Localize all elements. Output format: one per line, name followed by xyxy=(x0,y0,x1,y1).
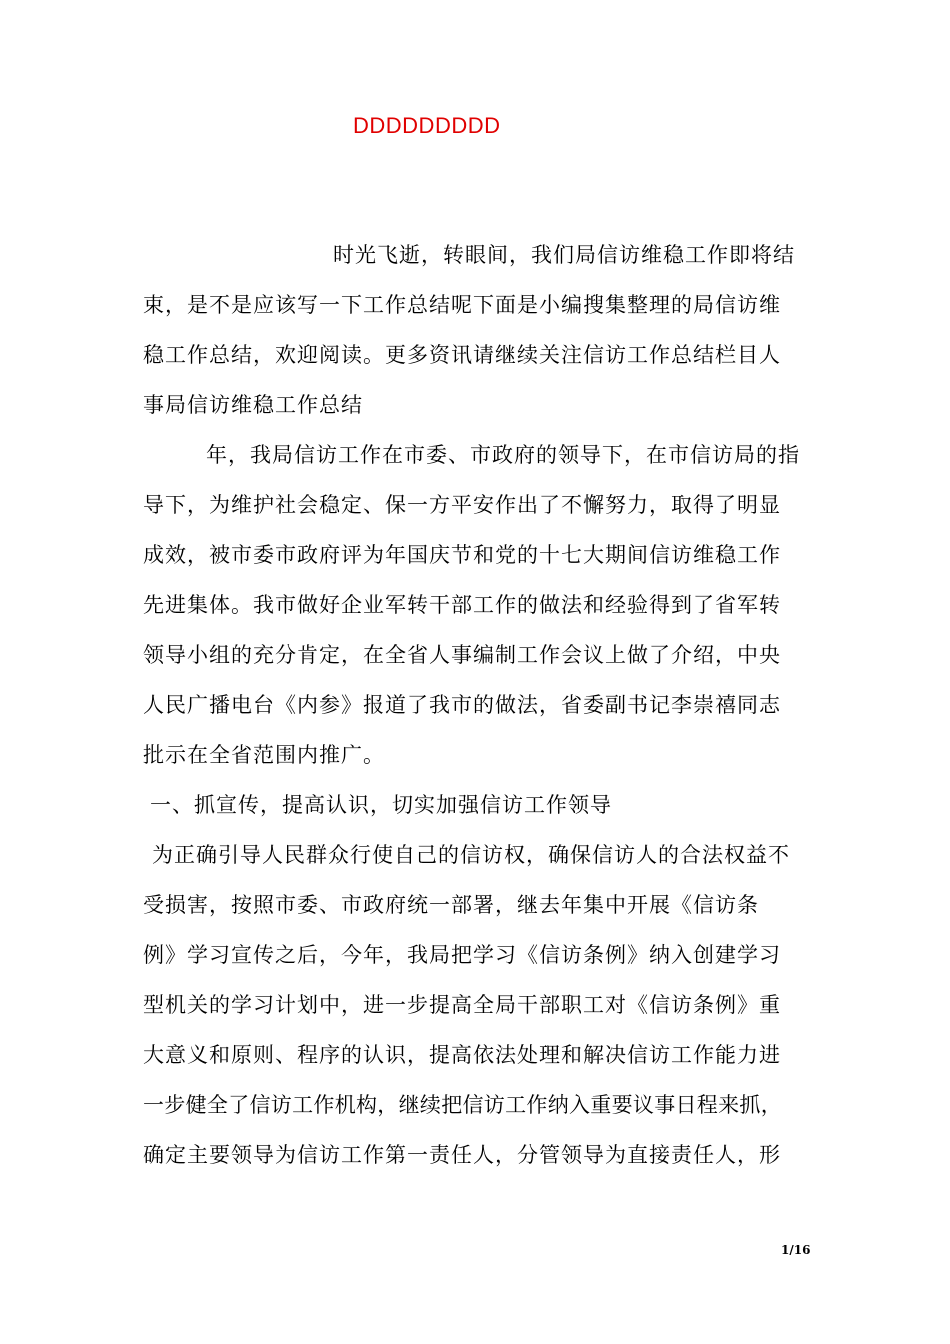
body-line: 领导小组的充分肯定，在全省人事编制工作会议上做了介绍，中央 xyxy=(143,643,781,667)
body-line: 时光飞逝，转眼间，我们局信访维稳工作即将结 xyxy=(333,243,795,267)
body-line: 成效，被市委市政府评为年国庆节和党的十七大期间信访维稳工作 xyxy=(143,543,781,567)
page-number: 1/16 xyxy=(781,1243,811,1257)
body-line: 例》学习宣传之后，今年，我局把学习《信访条例》纳入创建学习 xyxy=(143,943,781,967)
body-line: 年，我局信访工作在市委、市政府的领导下，在市信访局的指 xyxy=(206,443,800,467)
body-line: 先进集体。我市做好企业军转干部工作的做法和经验得到了省军转 xyxy=(143,593,781,617)
body-line: 稳工作总结，欢迎阅读。更多资讯请继续关注信访工作总结栏目人 xyxy=(143,343,781,367)
body-line: 一步健全了信访工作机构，继续把信访工作纳入重要议事日程来抓， xyxy=(143,1093,782,1117)
body-line: 确定主要领导为信访工作第一责任人，分管领导为直接责任人，形 xyxy=(143,1143,781,1167)
body-line: 型机关的学习计划中，进一步提高全局干部职工对《信访条例》重 xyxy=(143,993,781,1017)
body-line: 束，是不是应该写一下工作总结呢下面是小编搜集整理的局信访维 xyxy=(143,293,781,317)
body-line: 导下，为维护社会稳定、保一方平安作出了不懈努力，取得了明显 xyxy=(143,493,781,517)
body-line: 为正确引导人民群众行使自己的信访权，确保信访人的合法权益不 xyxy=(152,843,790,867)
body-line: 受损害，按照市委、市政府统一部署，继去年集中开展《信访条 xyxy=(143,893,759,917)
body-line: 事局信访维稳工作总结 xyxy=(143,393,363,417)
section-heading: 一、抓宣传，提高认识，切实加强信访工作领导 xyxy=(150,793,612,817)
body-line: 人民广播电台《内参》报道了我市的做法，省委副书记李崇禧同志 xyxy=(143,693,781,717)
body-line: 大意义和原则、程序的认识，提高依法处理和解决信访工作能力进 xyxy=(143,1043,781,1067)
body-line: 批示在全省范围内推广。 xyxy=(143,743,385,767)
document-header: DDDDDDDDD xyxy=(353,113,501,138)
